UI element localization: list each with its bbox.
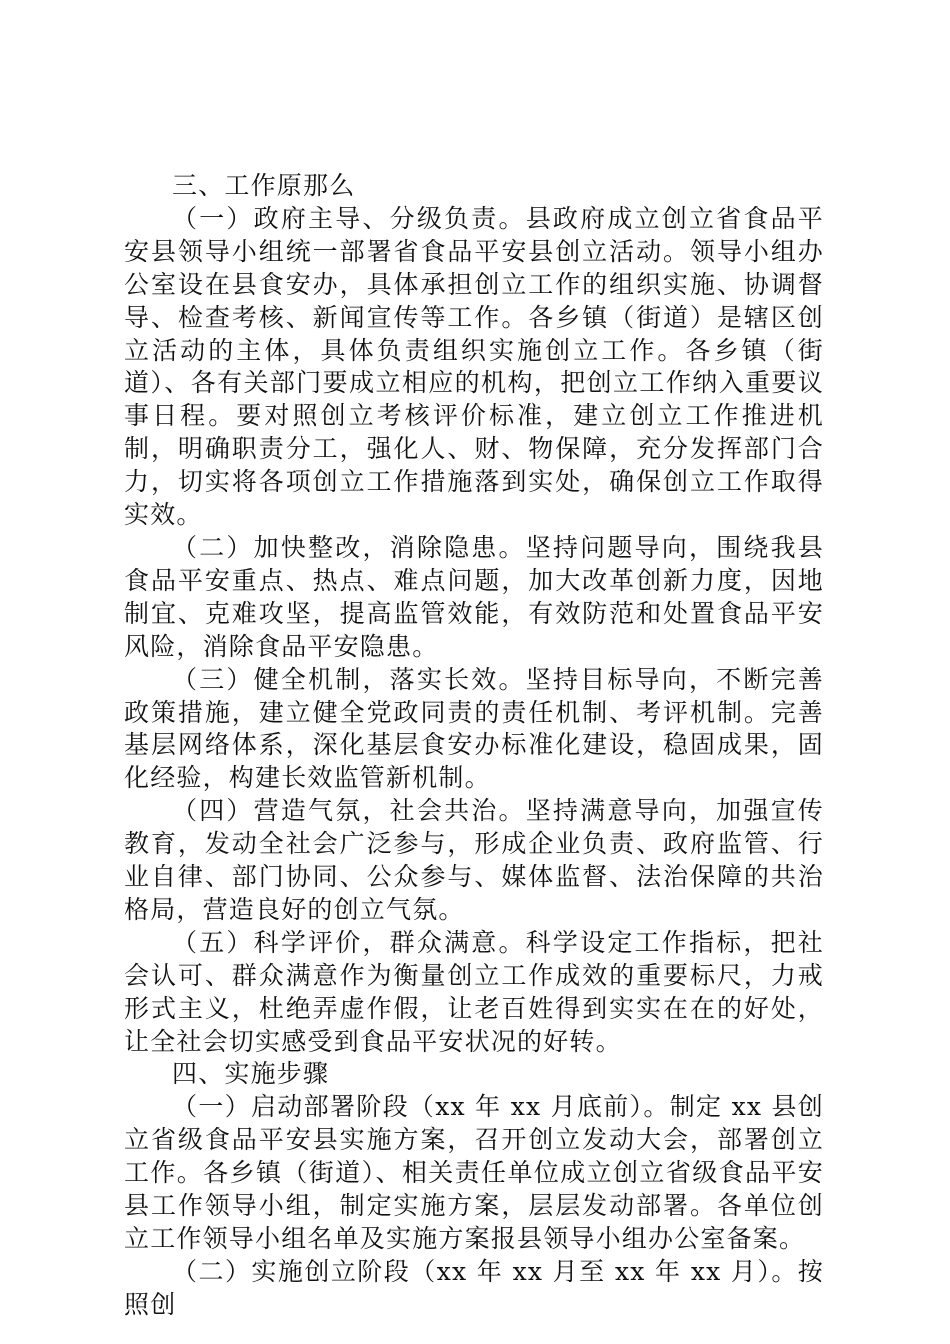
paragraph-government-led: （一）政府主导、分级负责。县政府成立创立省食品平安县领导小组统一部署省食品平安县创立活动。领导小组办公室设在县食安办，具体承担创立工作的组织实施、协调督导、检查考核、新闻宣传等工作。各乡镇（街道）是辖区创立活动的主体，具体负责组织实施创立工作。各乡镇（街道）、各有关部门要成立相应的机构，把创立工作纳入重要议事日程。要对照创立考核评价标准，建立创立工作推进机制，明确职责分工，强化人、财、物保障，充分发挥部门合力，切实将各项创立工作措施落到实处，确保创立工作取得实效。 <box>124 203 824 530</box>
paragraph-rectification: （二）加快整改，消除隐患。坚持问题导向，围绕我县食品平安重点、热点、难点问题，加大改革创新力度，因地制宜、克难攻坚，提高监管效能，有效防范和处置食品平安风险，消除食品平安隐患。 <box>124 532 824 661</box>
paragraph-evaluation: （五）科学评价，群众满意。科学设定工作指标，把社会认可、群众满意作为衡量创立工作成效的重要标尺，力戒形式主义，杜绝弄虚作假，让老百姓得到实实在在的好处，让全社会切实感受到食品平安状况的好转。 <box>124 927 824 1056</box>
section-heading-steps: 四、实施步骤 <box>172 1059 330 1089</box>
paragraph-mechanism: （三）健全机制，落实长效。坚持目标导向，不断完善政策措施，建立健全党政同责的责任机制、考评机制。完善基层网络体系，深化基层食安办标准化建设，稳固成果，固化经验，构建长效监管新机制。 <box>124 664 824 793</box>
document-page <box>124 170 824 1322</box>
paragraph-implementation-stage: （二）实施创立阶段（xx 年 xx 月至 xx 年 xx 月）。按照创 <box>124 1256 824 1319</box>
section-heading-principles: 三、工作原那么 <box>172 171 356 200</box>
paragraph-launch-stage: （一）启动部署阶段（xx 年 xx 月底前）。制定 xx 县创立省级食品平安县实施方案，召开创立发动大会，部署创立工作。各乡镇（街道）、相关责任单位成立创立省级食品平安县工作领导小组，制定实施方案，层层发动部署。各单位创立工作领导小组名单及实施方案报县领导小组办公室备案。 <box>124 1092 824 1253</box>
paragraph-atmosphere: （四）营造气氛，社会共治。坚持满意导向，加强宣传教育，发动全社会广泛参与，形成企业负责、政府监管、行业自律、部门协同、公众参与、媒体监督、法治保障的共治格局，营造良好的创立气氛。 <box>124 796 824 924</box>
